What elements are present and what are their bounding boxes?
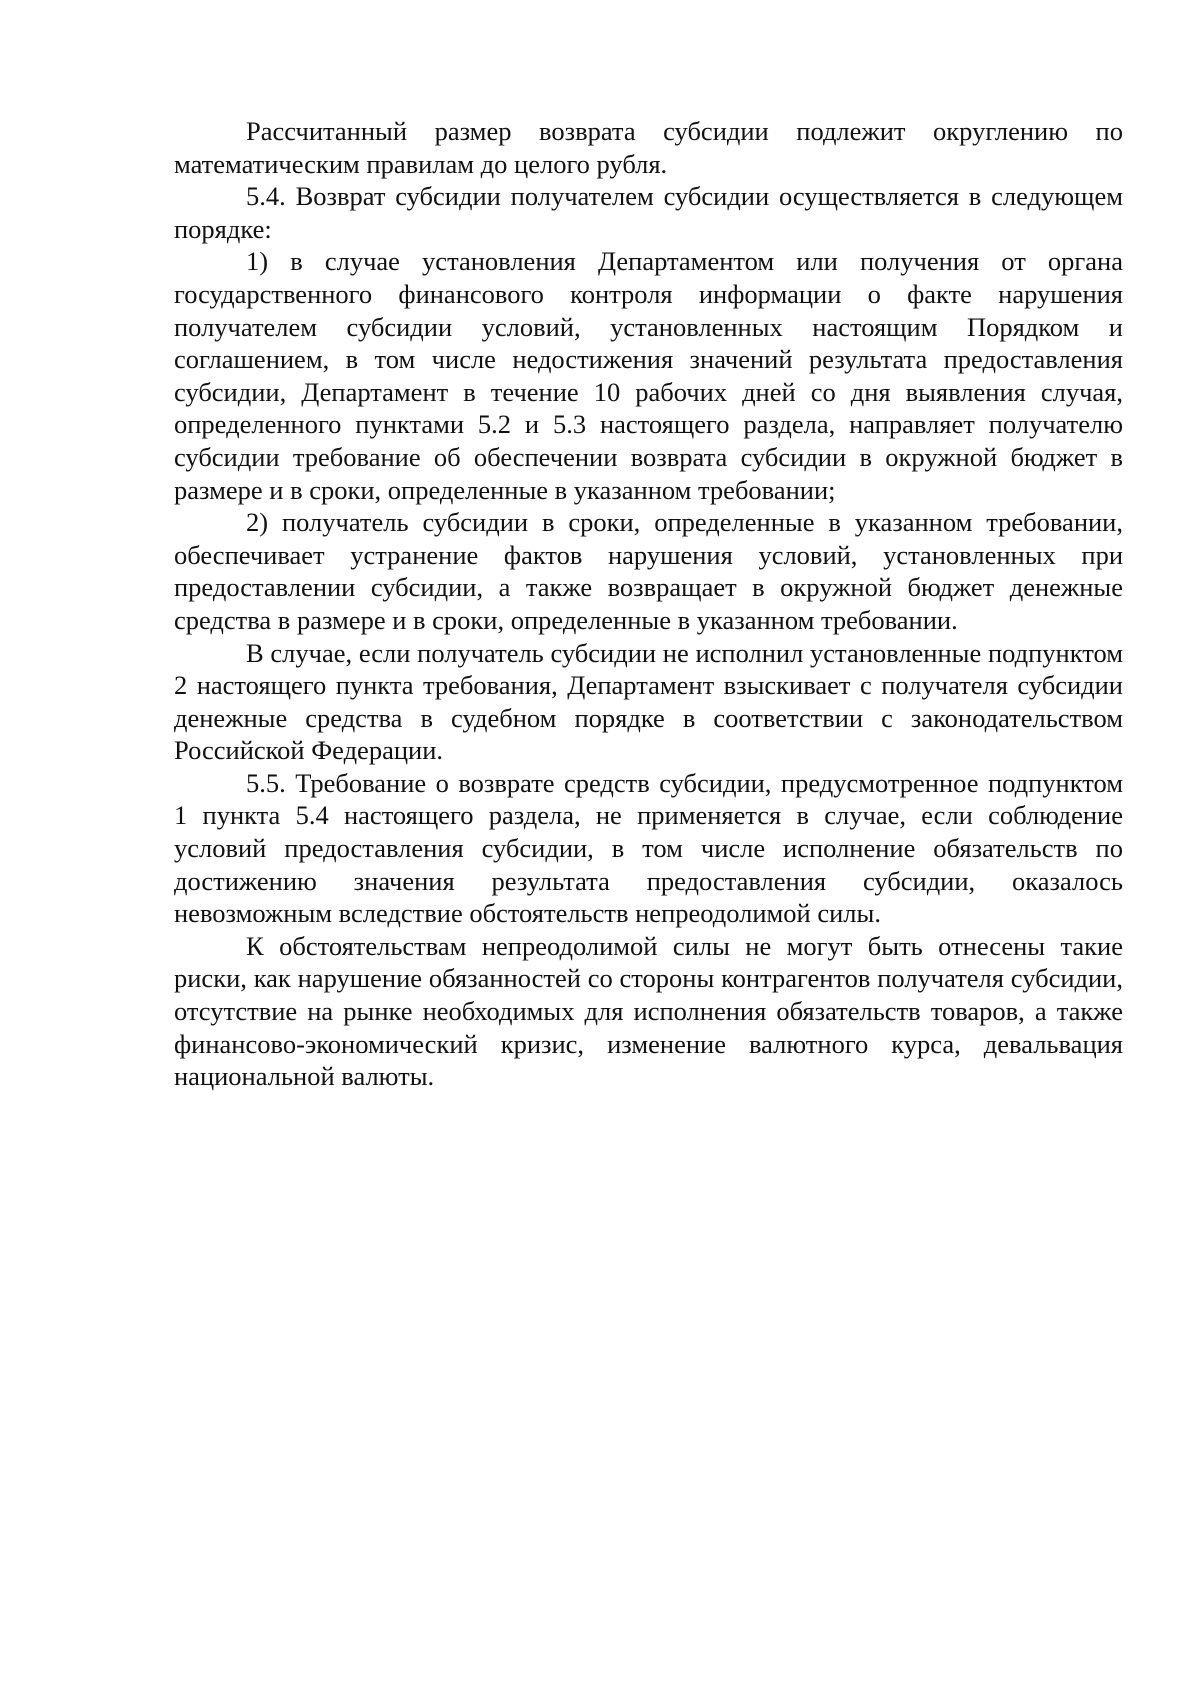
paragraph-refund-rounding: Рассчитанный размер возврата субсидии подлежит округлению по математическим правилам до целого рубля. (174, 116, 1123, 179)
paragraph-force-majeure-exclusions: К обстоятельствам непреодолимой силы не могут быть отнесены такие риски, как нарушение обязанностей со стороны контрагентов получателя субсидии, отсутствие на рынке необходимых для исполнения обязательств товаров, а также финансово-экономический кризис, изменение валютного курса, девальвация национальной валюты. (174, 930, 1123, 1092)
document-body (174, 115, 1123, 1093)
paragraph-court-recovery: В случае, если получатель субсидии не исполнил установленные подпунктом 2 настоящего пункта требования, Департамент взыскивает с получателя субсидии денежные средства в судебном порядке в соответствии с законодательством Российской Федерации. (174, 637, 1123, 766)
paragraph-5-4: 5.4. Возврат субсидии получателем субсидии осуществляется в следующем порядке: (174, 181, 1123, 244)
paragraph-5-4-item-2: 2) получатель субсидии в сроки, определенные в указанном требовании, обеспечивает устранение фактов нарушения условий, установленных при предоставлении субсидии, а также возвращает в окружной бюджет денежные средства в размере и в сроки, определенные в указанном требовании. (174, 507, 1123, 635)
paragraph-5-5: 5.5. Требование о возврате средств субсидии, предусмотренное подпунктом 1 пункта 5.4 настоящего раздела, не применяется в случае, если соблюдение условий предоставления субсидии, в том числе исполнение обязательств по достижению значения результата предоставления субсидии, оказалось невозможным вследствие обстоятельств непреодолимой силы. (174, 767, 1123, 929)
paragraph-5-4-item-1: 1) в случае установления Департаментом или получения от органа государственного финансового контроля информации о факте нарушения получателем субсидии условий, установленных настоящим Порядком и соглашением, в том числе недостижения значений результата предоставления субсидии, Департамент в течение 10 рабочих дней со дня выявления случая, определенного пунктами 5.2 и 5.3 настоящего раздела, направляет получателю субсидии требование об обеспечении возврата субсидии в окружной бюджет в размере и в сроки, определенные в указанном требовании; (174, 246, 1123, 505)
